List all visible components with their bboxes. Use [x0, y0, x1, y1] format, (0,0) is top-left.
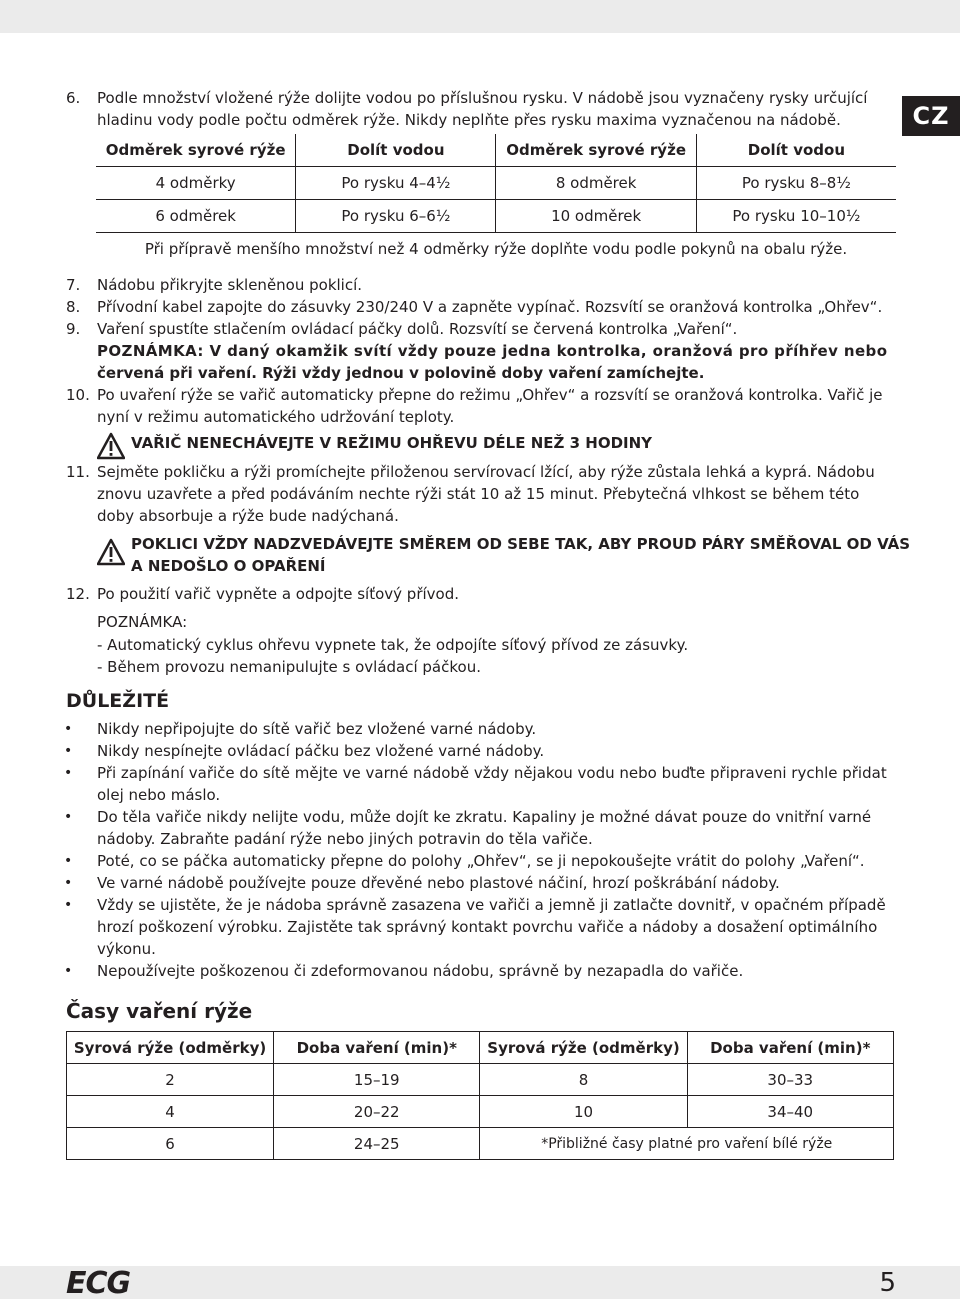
table-cell: Po rysku 6–6½: [296, 200, 496, 233]
bullet-marker: •: [64, 765, 73, 781]
note-item: - Během provozu nemanipulujte s ovládací páčkou.: [97, 658, 481, 676]
bullet-marker: •: [64, 809, 73, 825]
table-row: [67, 1064, 894, 1096]
table-header-cell: Odměrek syrové rýže: [96, 134, 296, 167]
water-level-table: [96, 134, 896, 265]
table-header-row: [67, 1032, 894, 1064]
bullet-marker: •: [64, 743, 73, 759]
list-item: Do těla vařiče nikdy nelijte vodu, může dojít ke zkratu. Kapaliny je možné dávat pouze do vnitřní varné: [97, 808, 872, 826]
table-row: [67, 1128, 894, 1160]
step-text: Přívodní kabel zapojte do zásuvky 230/240 V a zapněte vypínač. Rozsvítí se oranžová kontrolka „Ohřev“.: [97, 298, 883, 316]
table-cell: 24–25: [274, 1128, 480, 1160]
top-bar: [0, 0, 960, 33]
table-header-cell: Dolít vodou: [696, 134, 896, 167]
table-cell: 4: [67, 1096, 274, 1128]
table-header-cell: Syrová rýže (odměrky): [480, 1032, 687, 1064]
table-note: Při přípravě menšího množství než 4 odměrky rýže doplňte vodu podle pokynů na obalu rýže.: [144, 240, 848, 258]
list-item: Vždy se ujistěte, že je nádoba správně zasazena ve vařiči a jemně ji zatlačte dovnitř, v opačném případě: [97, 896, 886, 914]
table-cell: 6 odměrek: [96, 200, 296, 233]
table-note-row: [96, 233, 896, 266]
list-item: nádoby. Zabraňte padání rýže nebo jiných potravin do těla vařiče.: [97, 830, 593, 848]
note-item: - Automatický cyklus ohřevu vypnete tak, že odpojíte síťový přívod ze zásuvky.: [97, 636, 689, 654]
list-item: olej nebo máslo.: [97, 786, 221, 804]
step-text: hladinu vody podle počtu odměrek rýže. Nikdy neplňte přes rysku maxima vyznačenou na nádobě.: [97, 111, 841, 129]
table-header-cell: Dolít vodou: [296, 134, 496, 167]
bullet-marker: •: [64, 875, 73, 891]
table-cell: Po rysku 4–4½: [296, 167, 496, 200]
step-number: 12.: [66, 585, 90, 603]
table-footnote-cell: *Přibližné časy platné pro vaření bílé rýže: [480, 1128, 894, 1160]
table-cell: 10: [480, 1096, 687, 1128]
step-text: Vaření spustíte stlačením ovládací páčky dolů. Rozsvítí se červená kontrolka „Vaření“.: [97, 320, 738, 338]
step-number: 6.: [66, 89, 81, 107]
bullet-marker: •: [64, 963, 73, 979]
table-cell: 34–40: [687, 1096, 893, 1128]
table-cell: Po rysku 8–8½: [696, 167, 896, 200]
step-number: 10.: [66, 386, 90, 404]
list-item: Poté, co se páčka automaticky přepne do polohy „Ohřev“, se ji nepokoušejte vrátit do polohy „Vaření“.: [97, 852, 865, 870]
table-cell: 15–19: [274, 1064, 480, 1096]
table-cell: 8 odměrek: [496, 167, 696, 200]
page-number: 5: [879, 1268, 896, 1298]
note-text: POZNÁMKA: V daný okamžik svítí vždy pouze jedna kontrolka, oranžová pro příhřev nebo: [97, 342, 888, 360]
table-cell: 4 odměrky: [96, 167, 296, 200]
list-item: Nikdy nepřipojujte do sítě vařič bez vložené varné nádoby.: [97, 720, 537, 738]
table-cell: 10 odměrek: [496, 200, 696, 233]
section-heading: DŮLEŽITÉ: [66, 690, 170, 712]
table-row: [96, 200, 896, 233]
table-header-cell: Doba vaření (min)*: [687, 1032, 893, 1064]
list-item: Při zapínání vařiče do sítě mějte ve varné nádobě vždy nějakou vodu nebo buďte připraveni rychle přidat: [97, 764, 887, 782]
table-cell: 2: [67, 1064, 274, 1096]
table-cell: 30–33: [687, 1064, 893, 1096]
table-row: [96, 167, 896, 200]
step-number: 7.: [66, 276, 81, 294]
table-cell: 20–22: [274, 1096, 480, 1128]
list-item: výkonu.: [97, 940, 156, 958]
warning-text: VAŘIČ NENECHÁVEJTE V REŽIMU OHŘEVU DÉLE NEŽ 3 HODINY: [131, 434, 653, 452]
bullet-marker: •: [64, 897, 73, 913]
note-text: červená při vaření. Rýži vždy jednou v polovině doby vaření zamíchejte.: [97, 364, 705, 382]
list-item: Nepoužívejte poškozenou či zdeformovanou nádobu, správně by nezapadla do vařiče.: [97, 962, 744, 980]
step-number: 9.: [66, 320, 81, 338]
bottom-bar: [0, 1266, 960, 1299]
table-cell: 6: [67, 1128, 274, 1160]
table-cell: 8: [480, 1064, 687, 1096]
step-text: nyní v režimu automatického udržování teploty.: [97, 408, 455, 426]
step-text: doby absorbuje a rýže bude nadýchaná.: [97, 507, 399, 525]
warning-text: A NEDOŠLO O OPAŘENÍ: [131, 557, 326, 575]
section-heading: Časy vaření rýže: [66, 999, 253, 1023]
note-title: POZNÁMKA:: [97, 613, 188, 631]
step-text: Po použití vařič vypněte a odpojte síťový přívod.: [97, 585, 459, 603]
step-text: Po uvaření rýže se vařič automaticky přepne do režimu „Ohřev“ a rozsvítí se oranžová kontrolka. Vařič je: [97, 386, 883, 404]
table-row: [67, 1096, 894, 1128]
table-header-cell: Odměrek syrové rýže: [496, 134, 696, 167]
step-text: Nádobu přikryjte skleněnou poklicí.: [97, 276, 363, 294]
list-item: Ve varné nádobě používejte pouze dřevěné nebo plastové náčiní, hrozí poškrábání nádoby.: [97, 874, 780, 892]
brand-logo: ECG: [66, 1266, 131, 1301]
step-number: 11.: [66, 463, 90, 481]
table-header-cell: Syrová rýže (odměrky): [67, 1032, 274, 1064]
cooking-times-table: [66, 1031, 894, 1160]
warning-icon: [97, 538, 125, 566]
table-header-cell: Doba vaření (min)*: [274, 1032, 480, 1064]
warning-icon: [97, 432, 125, 460]
language-badge: CZ: [902, 96, 960, 136]
warning-text: POKLICI VŽDY NADZVEDÁVEJTE SMĚREM OD SEBE TAK, ABY PROUD PÁRY SMĚŘOVAL OD VÁS: [131, 535, 911, 553]
table-cell: Po rysku 10–10½: [696, 200, 896, 233]
step-text: Podle množství vložené rýže dolijte vodou po příslušnou rysku. V nádobě jsou vyznačeny rysky určující: [97, 89, 868, 107]
step-number: 8.: [66, 298, 81, 316]
bullet-marker: •: [64, 721, 73, 737]
list-item: hrozí poškození výrobku. Zajistěte tak správný kontakt povrchu vařiče a nádoby a dosažení optimálního: [97, 918, 878, 936]
list-item: Nikdy nespínejte ovládací páčku bez vložené varné nádoby.: [97, 742, 545, 760]
step-text: Sejměte pokličku a rýži promíchejte přiloženou servírovací lžící, aby rýže zůstala lehká a kyprá. Nádobu: [97, 463, 875, 481]
step-text: znovu uzavřete a před podáváním nechte rýži stát 10 až 15 minut. Přebytečná vlhkost se během této: [97, 485, 860, 503]
bullet-marker: •: [64, 853, 73, 869]
